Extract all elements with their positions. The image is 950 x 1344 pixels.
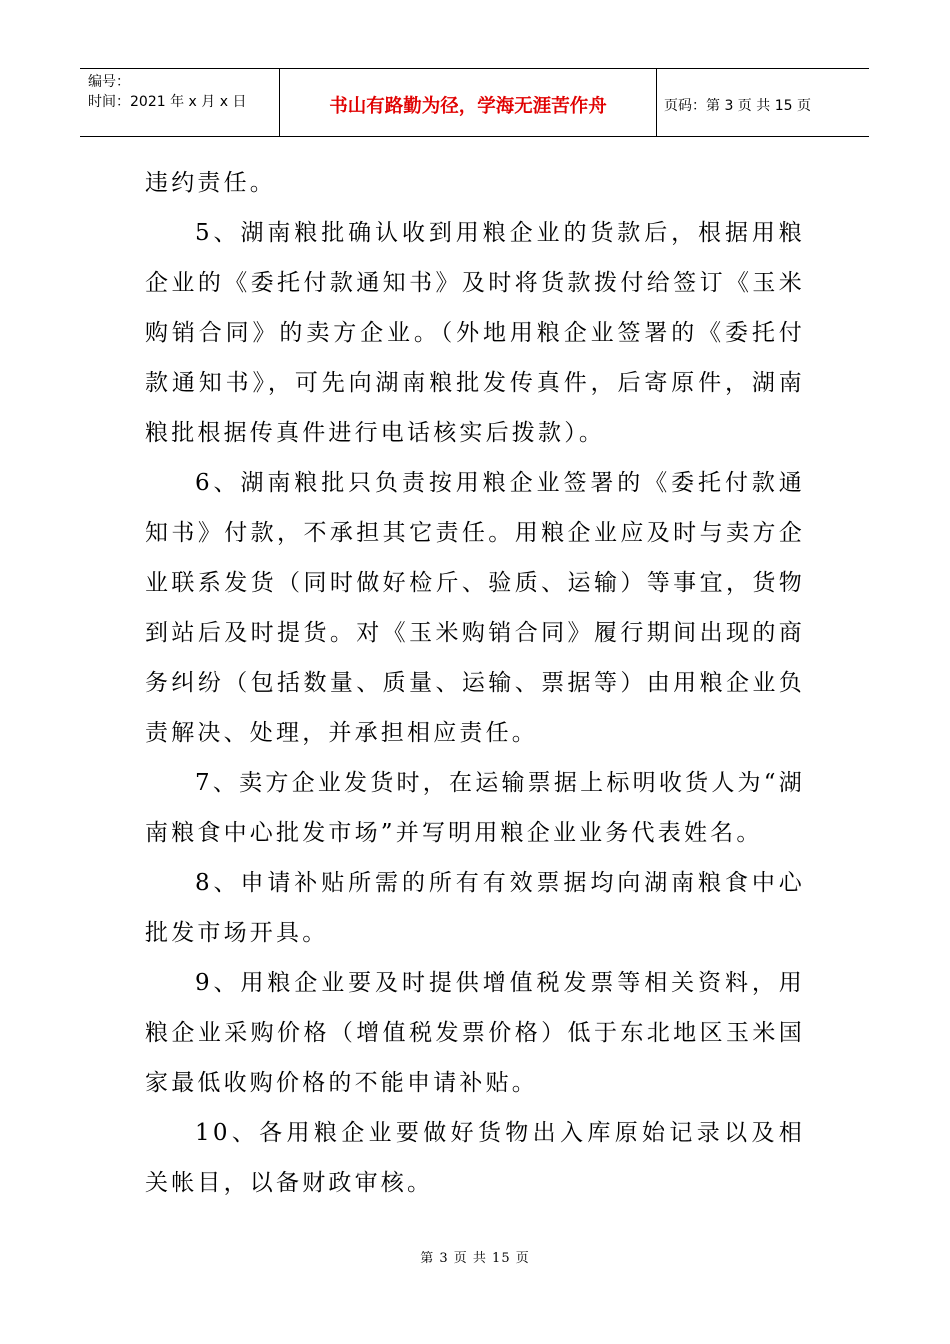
header-page-cell: [657, 69, 869, 136]
header-page-info: 页码：第 3 页 共 15 页: [664, 97, 811, 114]
document-time-label: 时间：2021 年 x 月 x 日: [88, 94, 247, 110]
page-header: [80, 68, 869, 137]
header-motto-cell: [280, 69, 657, 136]
paragraph-item-5: 5、湖南粮批确认收到用粮企业的货款后，根据用粮企业的《委托付款通知书》及时将货款拨付给签订《玉米购销合同》的卖方企业。（外地用粮企业签署的《委托付款通知书》，可先向湖南粮批发传真件，后寄原件，湖南粮批根据传真件进行电话核实后拨款）。: [145, 220, 805, 446]
paragraph-item-7: 7、卖方企业发货时，在运输票据上标明收货人为“湖南粮食中心批发市场”并写明用粮企业业务代表姓名。: [145, 770, 805, 846]
paragraph-item-10: 10、各用粮企业要做好货物出入库原始记录以及相关帐目，以备财政审核。: [145, 1120, 805, 1196]
paragraph-item-9: 9、用粮企业要及时提供增值税发票等相关资料，用粮企业采购价格（增值税发票价格）低于东北地区玉米国家最低收购价格的不能申请补贴。: [145, 970, 805, 1096]
paragraph-continuation: 违约责任。: [145, 170, 276, 196]
page-footer: 第 3 页 共 15 页: [420, 1251, 530, 1266]
header-meta-cell: [80, 69, 280, 136]
paragraph-item-6: 6、湖南粮批只负责按用粮企业签署的《委托付款通知书》付款，不承担其它责任。用粮企业应及时与卖方企业联系发货（同时做好检斤、验质、运输）等事宜，货物到站后及时提货。对《玉米购销合同》履行期间出现的商务纠纷（包括数量、质量、运输、票据等）由用粮企业负责解决、处理，并承担相应责任。: [145, 470, 805, 746]
document-number-label: 编号：: [88, 74, 130, 90]
header-motto: 书山有路勤为径，学海无涯苦作舟: [329, 95, 607, 117]
document-body: [145, 158, 805, 1208]
paragraph-item-8: 8、申请补贴所需的所有有效票据均向湖南粮食中心批发市场开具。: [145, 870, 805, 946]
